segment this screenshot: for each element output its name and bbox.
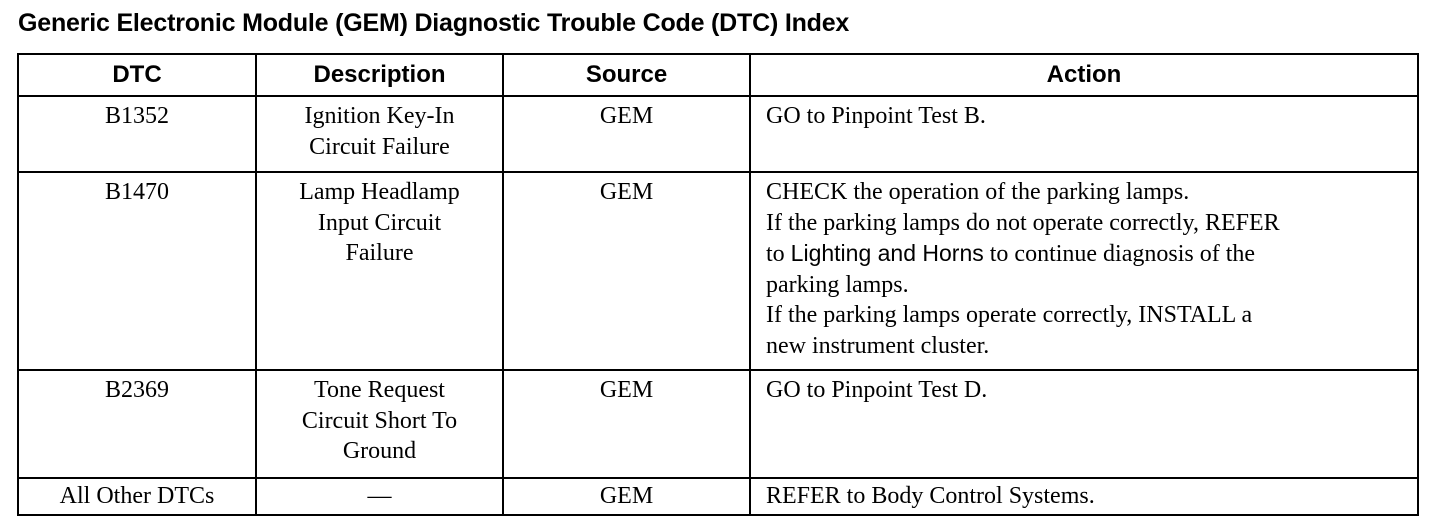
dtc-code: B1470 [18,172,256,370]
dtc-description: Tone Request Circuit Short To Ground [256,370,503,478]
header-description: Description [256,54,503,96]
dtc-code: B1352 [18,96,256,172]
action-line: new instrument cluster. [766,332,990,359]
dtc-source: GEM [503,370,750,478]
dtc-source: GEM [503,96,750,172]
action-line: If the parking lamps operate correctly, INSTALL a [766,302,1253,328]
dtc-action: REFER to Body Control Systems. [750,478,1418,515]
action-text: to continue diagnosis of the [983,241,1256,267]
dtc-description: Lamp Headlamp Input Circuit Failure [256,172,503,370]
action-text: to [766,241,791,267]
dtc-index-table [17,53,1419,516]
action-line: CHECK the operation of the parking lamps. [766,179,1190,205]
dtc-action: GO to Pinpoint Test B. [750,96,1418,172]
dtc-source: GEM [503,478,750,515]
header-action: Action [750,54,1418,96]
dtc-code: B2369 [18,370,256,478]
dtc-action: GO to Pinpoint Test D. [750,370,1418,478]
dtc-source: GEM [503,172,750,370]
document-title: Generic Electronic Module (GEM) Diagnostic Trouble Code (DTC) Index [18,9,850,37]
header-dtc: DTC [18,54,256,96]
dtc-description: — [256,478,503,515]
header-source: Source [503,54,750,96]
action-line [766,238,1407,270]
dtc-action [750,172,1418,370]
action-line: parking lamps. [766,271,909,298]
dtc-code: All Other DTCs [18,478,256,515]
dtc-description: Ignition Key-In Circuit Failure [256,96,503,172]
table-row [18,370,1418,478]
cross-reference: Lighting and Horns [790,240,984,266]
table-row [18,478,1418,515]
table-row [18,172,1418,370]
action-line: If the parking lamps do not operate correctly, REFER [766,209,1280,236]
table-row [18,96,1418,172]
header-row [18,54,1418,96]
